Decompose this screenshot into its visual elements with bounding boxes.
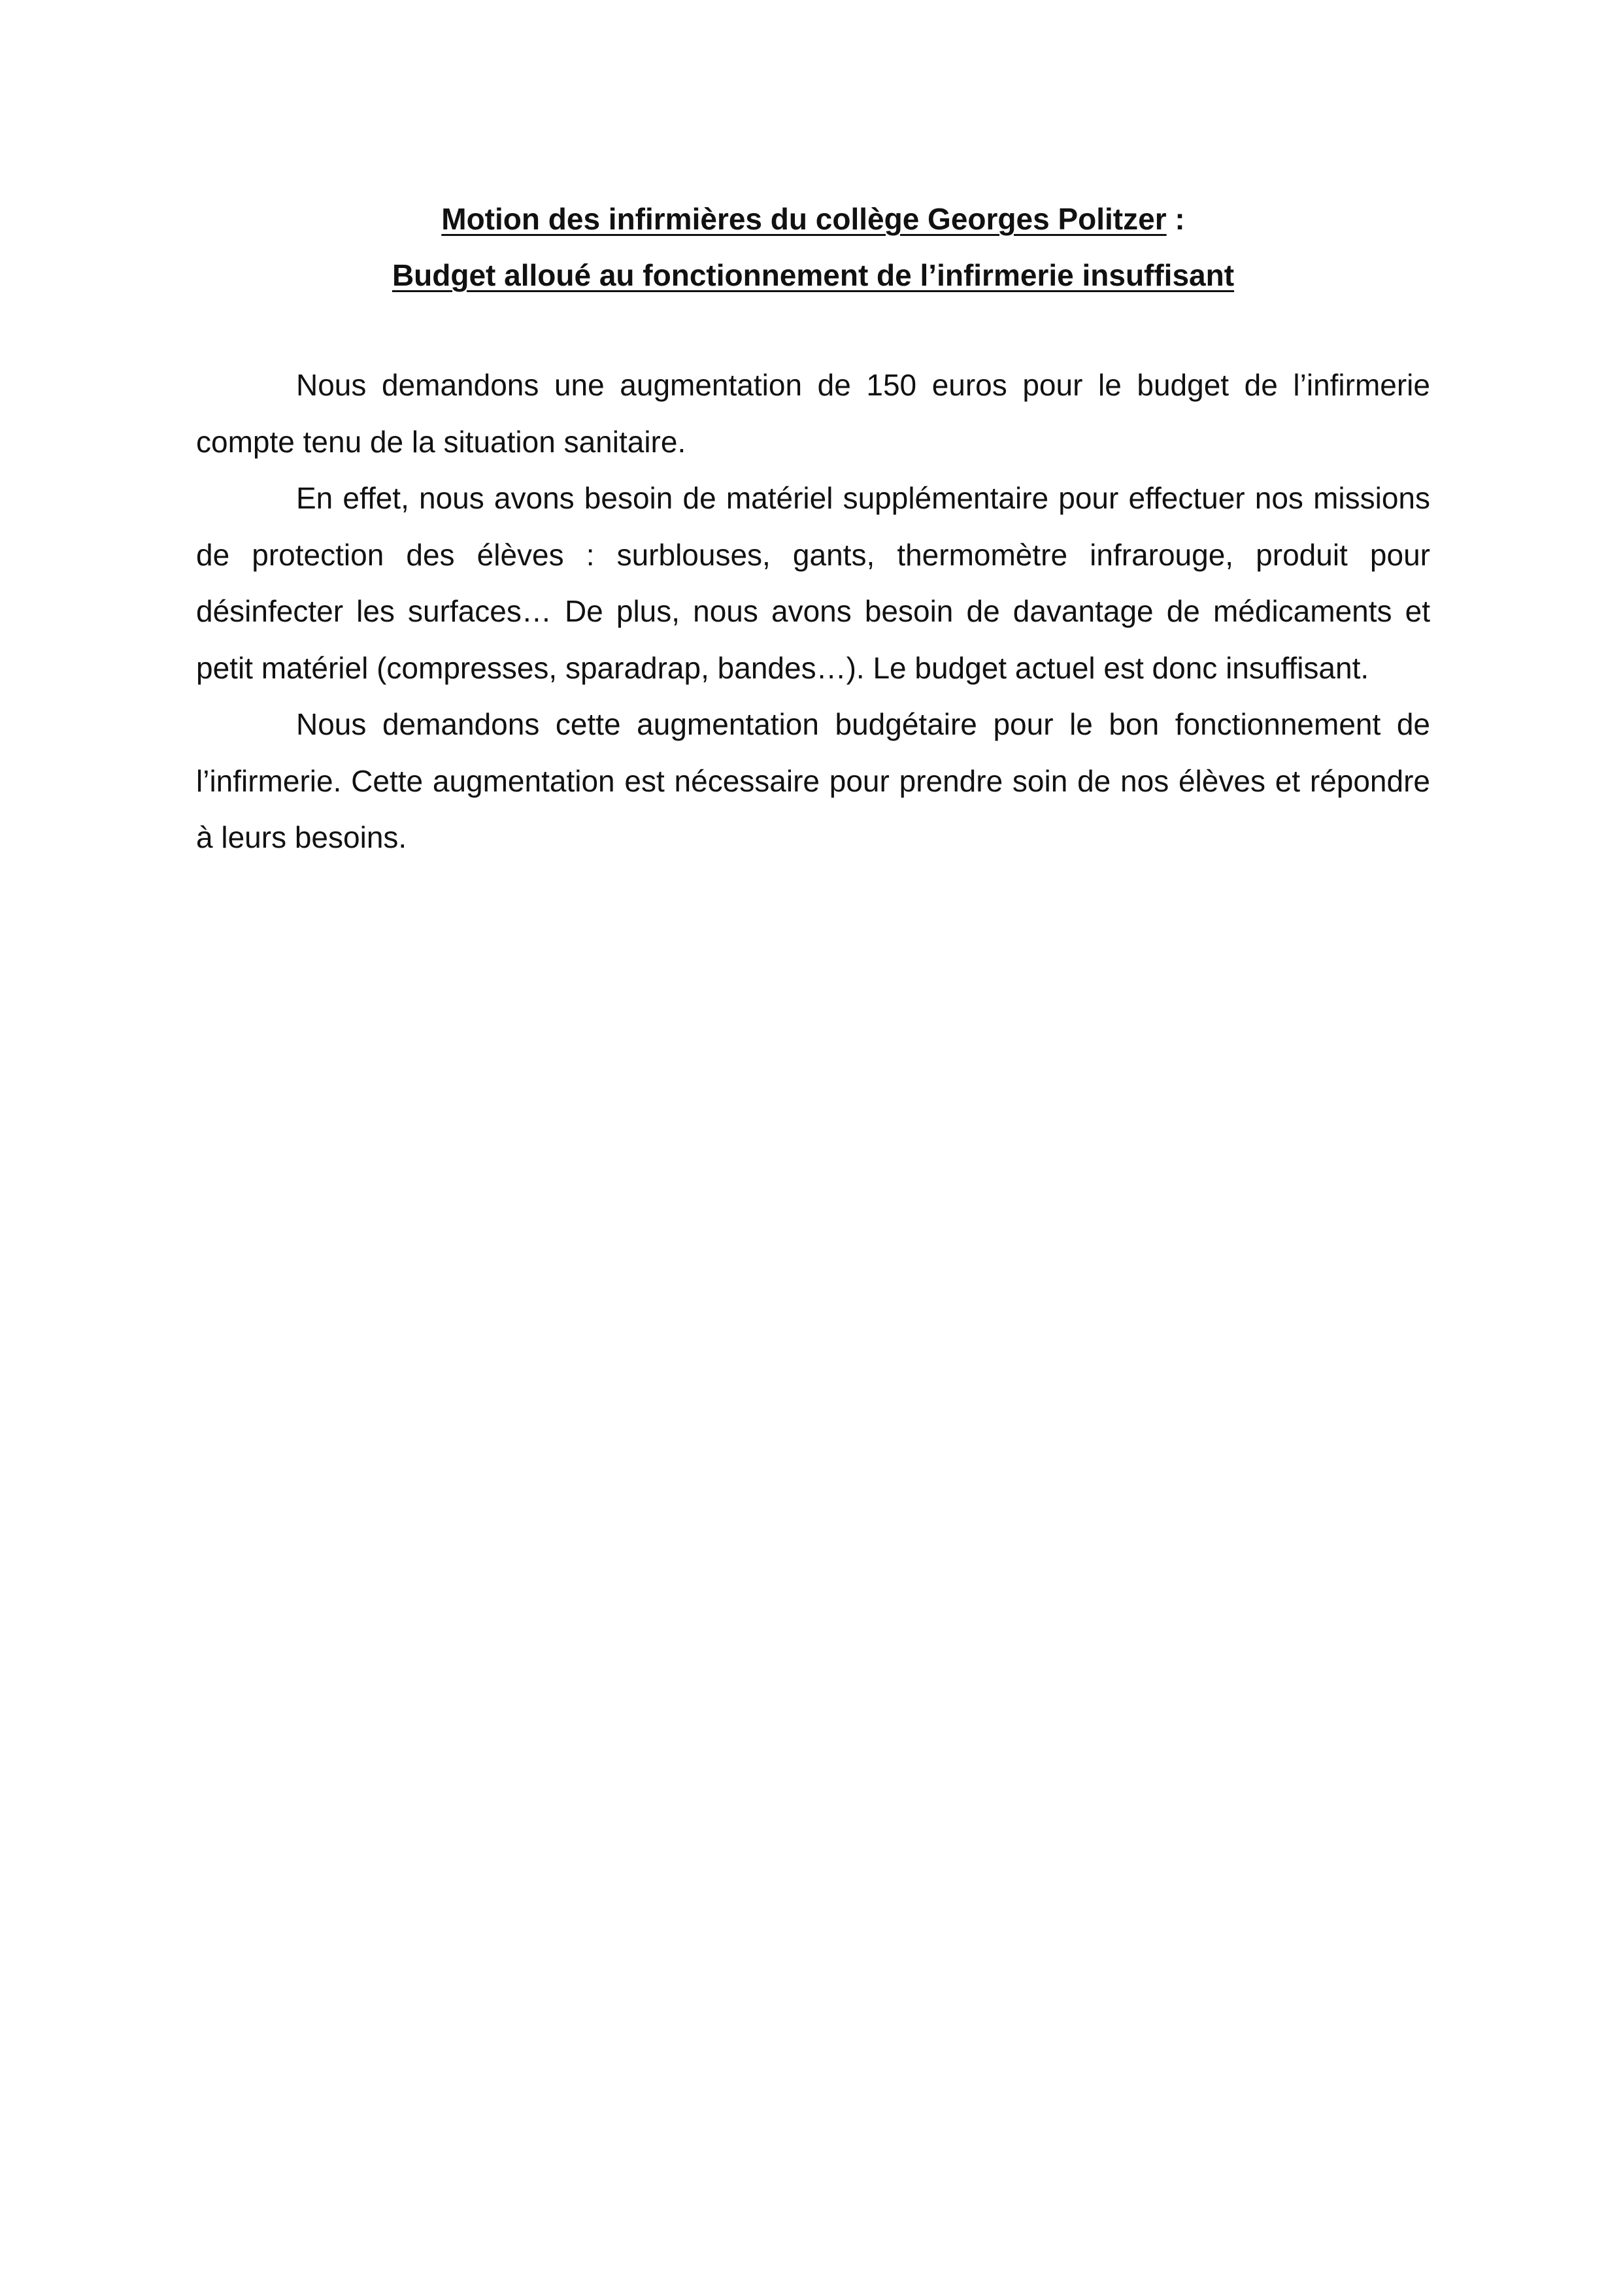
document-body xyxy=(196,357,1430,866)
paragraph-request: Nous demandons une augmentation de 150 euros pour le budget de l’infirmerie compte tenu de la situation sanitaire. xyxy=(196,368,1430,459)
title-colon: : xyxy=(1166,202,1185,236)
title-line-1 xyxy=(196,191,1430,247)
paragraph-materials: En effet, nous avons besoin de matériel supplémentaire pour effectuer nos missions de protection des élèves : surblouses, gants, thermomètre infrarouge, produit pour désinfecter les surfaces… De plus, nous avons besoin de davantage de médicaments et petit matériel (compresses, sparadrap, bandes…). Le budget actuel est donc insuffisant. xyxy=(196,481,1430,685)
paragraph-conclusion: Nous demandons cette augmentation budgétaire pour le bon fonctionnement de l’infirmerie. Cette augmentation est nécessaire pour prendre soin de nos élèves et répondre à leurs besoins. xyxy=(196,707,1430,854)
title-main: Motion des infirmières du collège Georges Politzer xyxy=(441,202,1167,236)
document-title xyxy=(196,191,1430,303)
title-line-2: Budget alloué au fonctionnement de l’infirmerie insuffisant xyxy=(392,258,1235,292)
